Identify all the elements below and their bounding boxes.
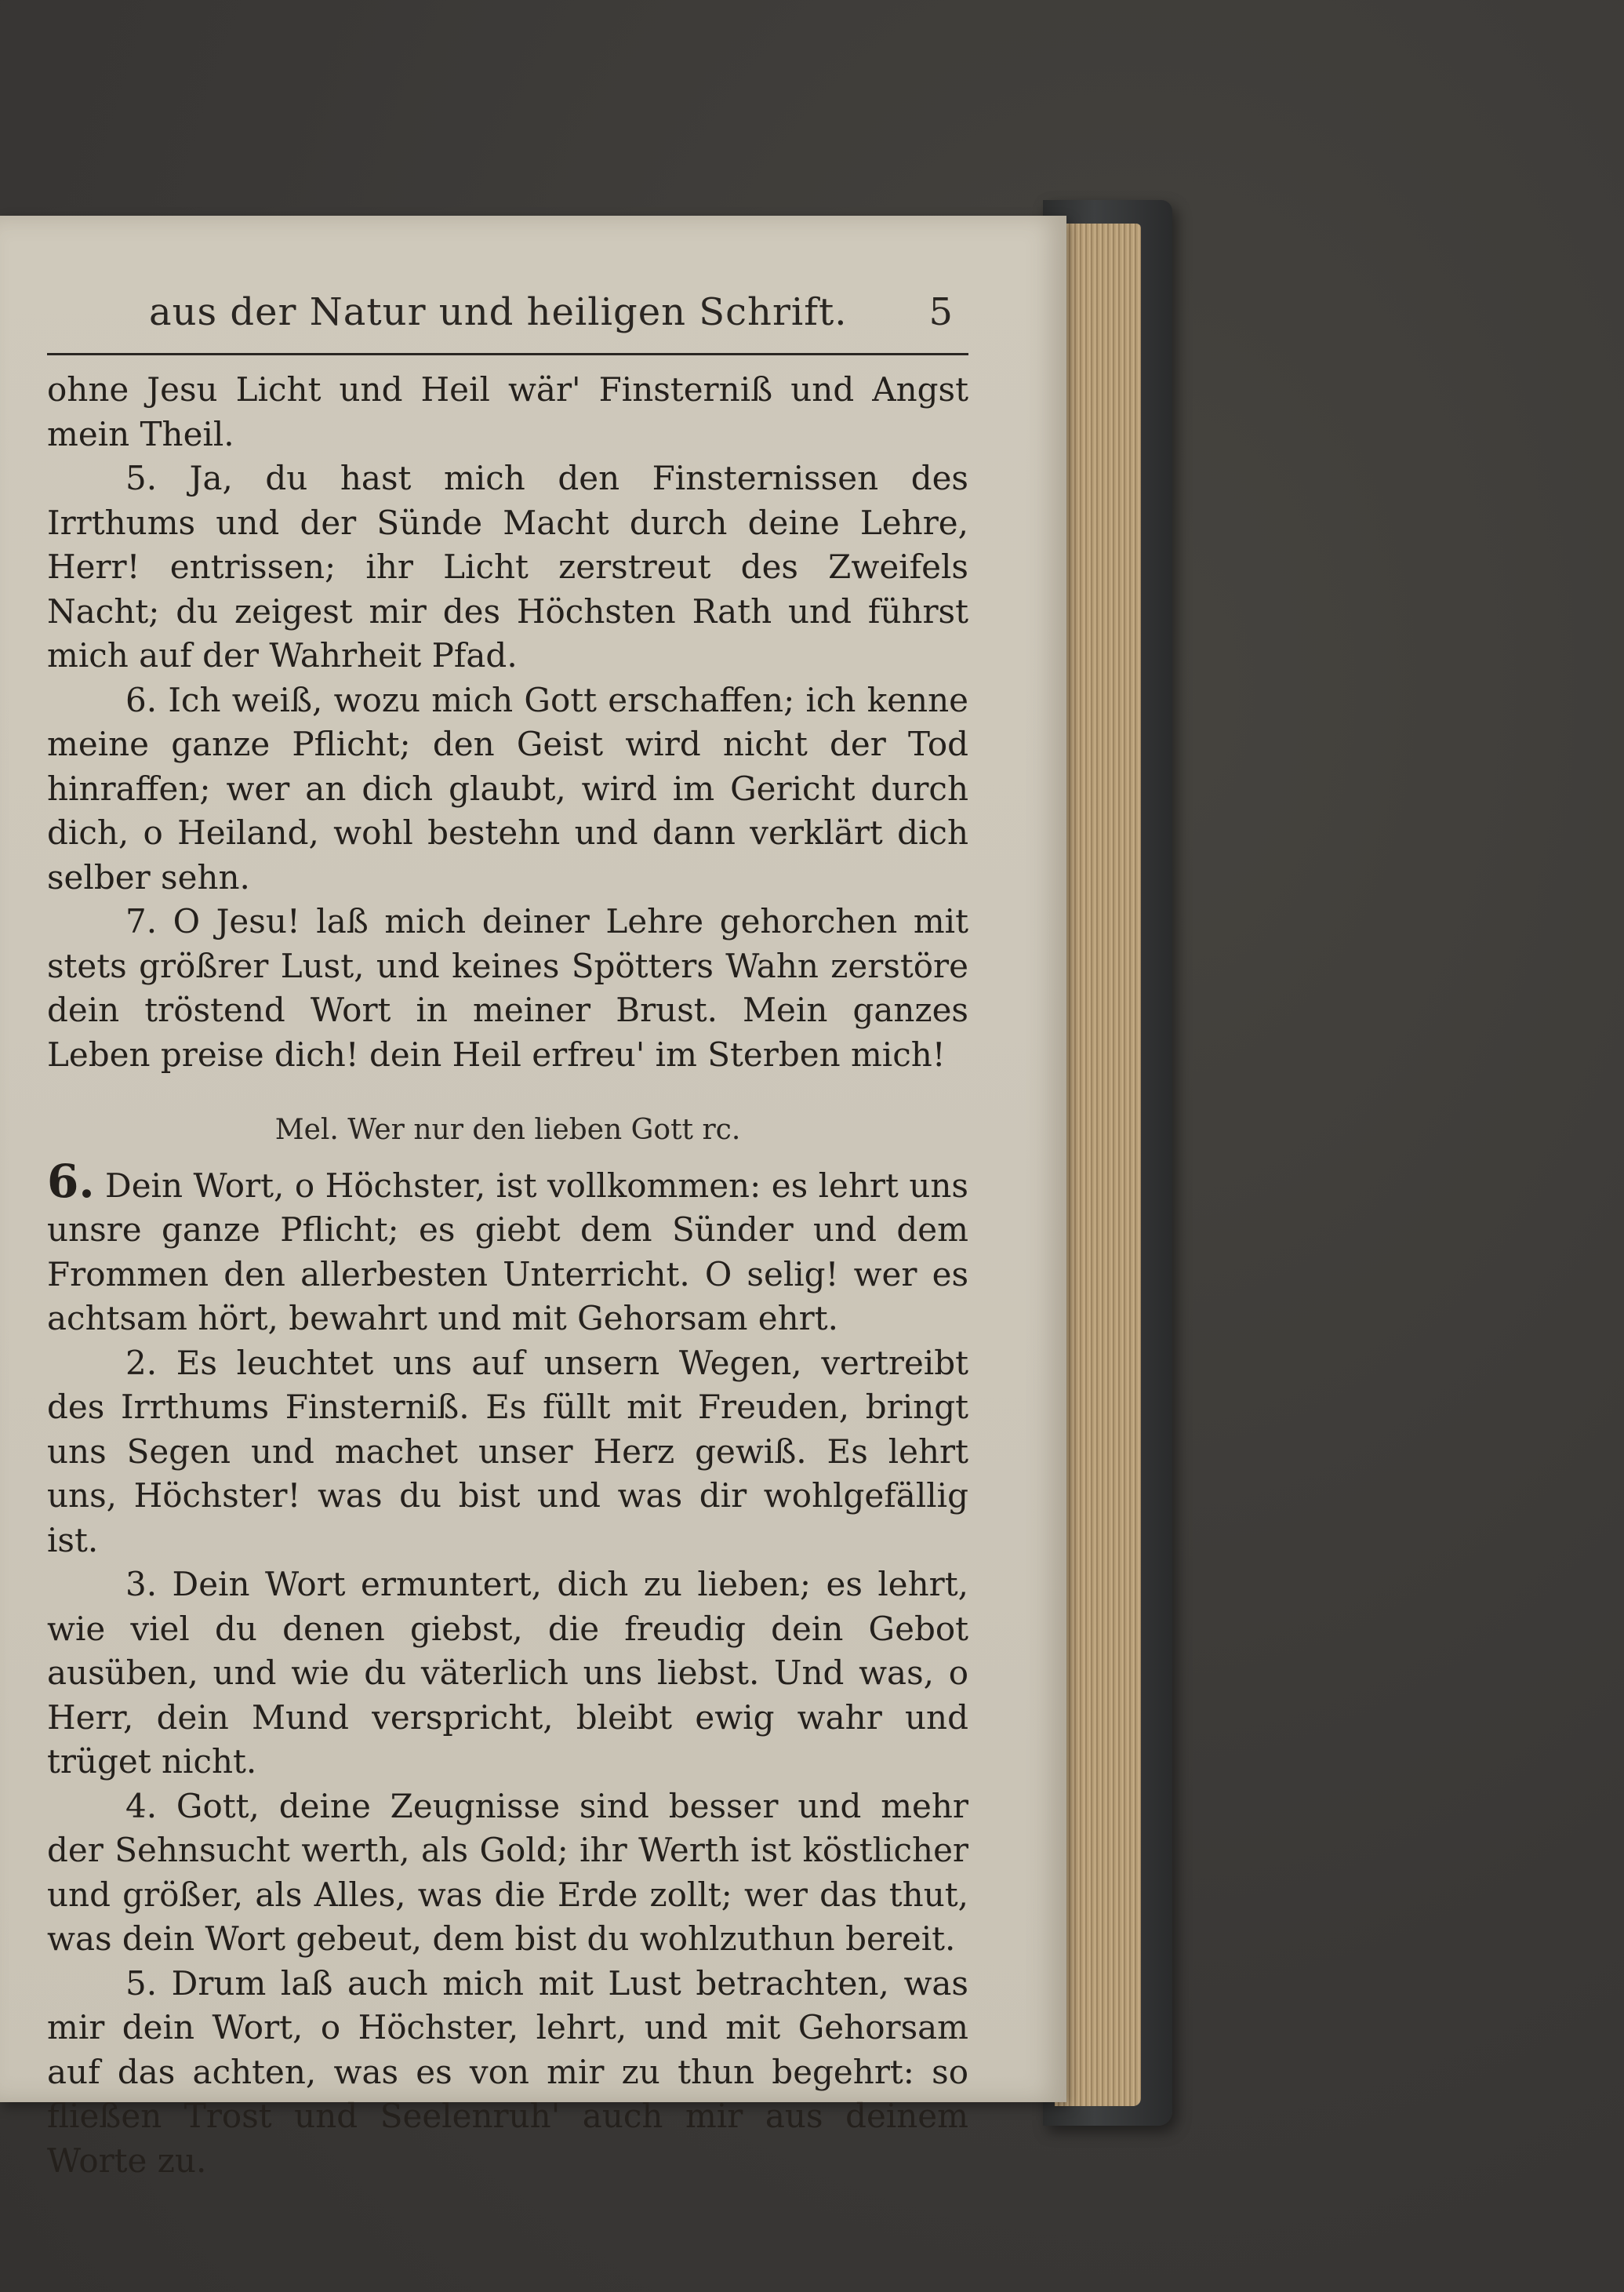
hymn-6-verse-2: 2. Es leuchtet uns auf unsern Wegen, vertreibt des Irrthums Finsterniß. Es füllt mit Freuden, bringt uns Segen und machet unser Herz gewiß. Es lehrt uns, Höchster! was du bist und was dir wohlgefällig ist. — [47, 1343, 968, 1559]
hymn-6-melody: Mel. Wer nur den lieben Gott rc. — [274, 1114, 741, 1146]
running-head — [47, 282, 968, 353]
body-text — [47, 368, 968, 2183]
hymn-6-verse-4: 4. Gott, deine Zeugnisse sind besser und mehr der Sehnsucht werth, als Gold; ihr Werth ist köstlicher und größer, als Alles, was die Erde zollt; wer das thut, was dein Wort gebeut, dem bist du wohlzuthun bereit. — [47, 1786, 968, 1958]
running-title: aus der Natur und heiligen Schrift. — [149, 290, 848, 334]
hymn-5-verse-7: 7. O Jesu! laß mich deiner Lehre gehorchen mit stets größrer Lust, und keines Spötters Wahn zerstöre dein tröstend Wort in meiner Brust. Mein ganzes Leben preise dich! dein Heil erfreu' im Sterben mich! — [47, 902, 968, 1074]
hymn-6-number: 6. — [47, 1154, 95, 1208]
hymn-6-verse-1-text: Dein Wort, o Höchster, ist vollkommen: es lehrt uns unsre ganze Pflicht; es giebt dem Sünder und dem Frommen den allerbesten Unterricht. O selig! wer es achtsam hört, bewahrt und mit Gehorsam ehrt. — [47, 1166, 968, 1337]
header-rule — [47, 353, 968, 355]
hymn-6-verse-3: 3. Dein Wort ermuntert, dich zu lieben; es lehrt, wie viel du denen giebst, die freudig dein Gebot ausüben, und wie du väterlich uns liebst. Und was, o Herr, dein Mund verspricht, bleibt ewig wahr und trüget nicht. — [47, 1565, 968, 1781]
page-content — [47, 282, 968, 2183]
hymn-5-verse-6: 6. Ich weiß, wozu mich Gott erschaffen; ich kenne meine ganze Pflicht; den Geist wird nicht der Tod hinraffen; wer an dich glaubt, wird im Gericht durch dich, o Heiland, wohl bestehn und dann verklärt dich selber sehn. — [47, 680, 968, 897]
hymn-6-verse-1 — [47, 1154, 968, 1341]
page-number: 5 — [928, 290, 953, 334]
hymn-5-continuation: ohne Jesu Licht und Heil wär' Finsterniß und Angst mein Theil. — [47, 370, 968, 453]
hymn-6-verse-5: 5. Drum laß auch mich mit Lust betrachten, was mir dein Wort, o Höchster, lehrt, und mit Gehorsam auf das achten, was es von mir zu thun begehrt: so fließen Trost und Seelenruh' auch mir aus deinem Worte zu. — [47, 1963, 968, 2180]
book-page — [0, 216, 1066, 2180]
page-edges — [1055, 224, 1141, 2106]
hymn-5-verse-5: 5. Ja, du hast mich den Finsternissen des Irrthums und der Sünde Macht durch deine Lehre, Herr! entrissen; ihr Licht zerstreut des Zweifels Nacht; du zeigest mir des Höchsten Rath und führst mich auf der Wahrheit Pfad. — [47, 459, 968, 675]
